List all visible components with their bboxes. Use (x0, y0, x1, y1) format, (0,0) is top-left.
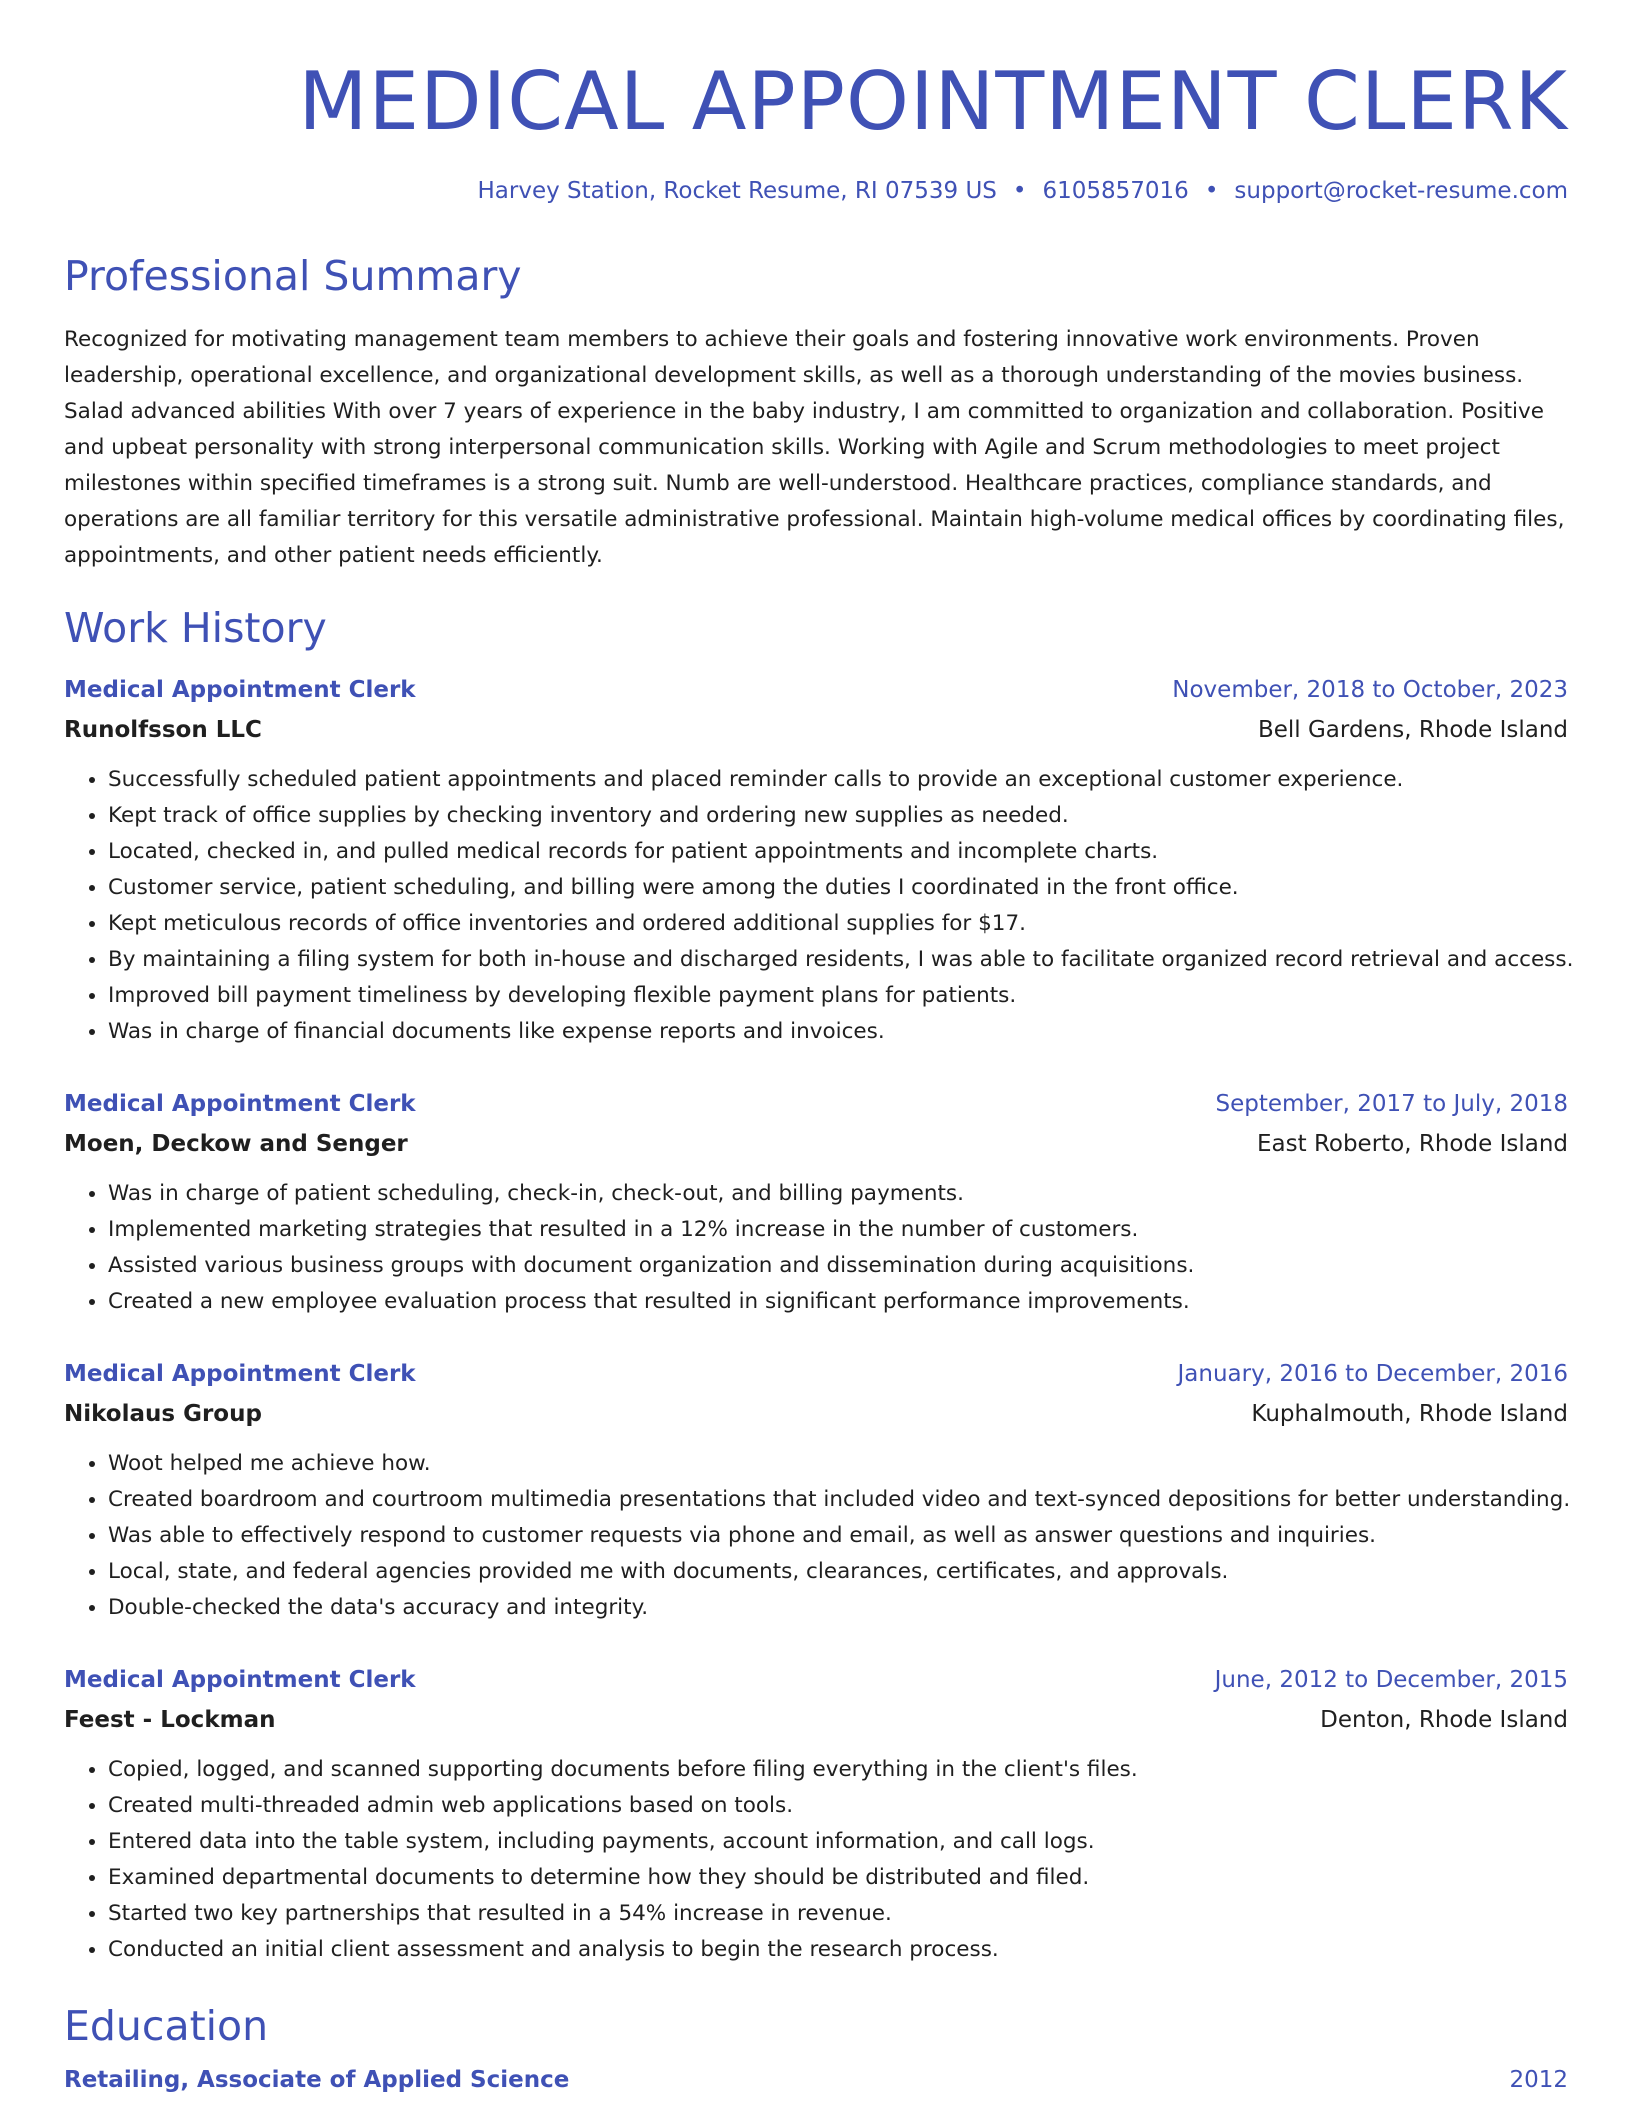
job-dates: November, 2018 to October, 2023 (1172, 677, 1568, 703)
job-bullet: • Kept meticulous records of office inventories and ordered additional supplies for $17. (108, 906, 1568, 942)
job-title: Medical Appointment Clerk (64, 1361, 416, 1387)
job-bullet: • Started two key partnerships that resulted in a 54% increase in revenue. (108, 1896, 1568, 1932)
work-history-list (64, 670, 1574, 1968)
job-bullets (64, 762, 1574, 1050)
contact-separator: • (1204, 178, 1219, 204)
job-title-row (64, 1084, 1568, 1124)
contact-separator: • (1012, 178, 1027, 204)
job-bullet: • Created boardroom and courtroom multimedia presentations that included video and text-synced depositions for better understanding. (108, 1482, 1568, 1518)
job-bullet: • Was able to effectively respond to customer requests via phone and email, as well as answer questions and inquiries. (108, 1518, 1568, 1554)
job-dates: September, 2017 to July, 2018 (1215, 1091, 1568, 1117)
job-bullets (64, 1752, 1568, 1968)
job-title-row (64, 670, 1568, 710)
job-bullet: • Customer service, patient scheduling, and billing were among the duties I coordinated in the front office. (108, 870, 1568, 906)
contact-email: support@rocket-resume.com (1234, 178, 1568, 204)
job-location: East Roberto, Rhode Island (1257, 1131, 1568, 1157)
job-title-row (64, 1354, 1568, 1394)
summary-heading: Professional Summary (64, 252, 522, 300)
job-bullet: • By maintaining a filing system for both in-house and discharged residents, I was able to facilitate organized record retrieval and access. (108, 942, 1568, 978)
job-bullet: • Assisted various business groups with document organization and dissemination during acquisitions. (108, 1248, 1568, 1284)
job-bullet: • Improved bill payment timeliness by developing flexible payment plans for patients. (108, 978, 1568, 1014)
job-company-row (64, 1394, 1568, 1434)
contact-line (64, 176, 1568, 206)
job-entry (64, 1084, 1568, 1320)
job-bullet: • Examined departmental documents to determine how they should be distributed and filed. (108, 1860, 1568, 1896)
education-list (64, 2060, 1568, 2100)
job-company-row (64, 710, 1568, 750)
job-entry (64, 1354, 1571, 1626)
job-bullet: • Double-checked the data's accuracy and integrity. (108, 1590, 1568, 1626)
job-bullet: • Located, checked in, and pulled medical records for patient appointments and incomplete charts. (108, 834, 1568, 870)
job-company: Nikolaus Group (64, 1401, 262, 1427)
job-bullets (64, 1446, 1571, 1626)
job-bullet: • Copied, logged, and scanned supporting documents before filing everything in the client's files. (108, 1752, 1568, 1788)
job-bullet: • Woot helped me achieve how. (108, 1446, 1568, 1482)
job-title-row (64, 1660, 1568, 1700)
job-company-row (64, 1124, 1568, 1164)
job-title: Medical Appointment Clerk (64, 677, 416, 703)
job-company: Moen, Deckow and Senger (64, 1131, 408, 1157)
job-title: Medical Appointment Clerk (64, 1667, 416, 1693)
job-dates: January, 2016 to December, 2016 (1177, 1361, 1568, 1387)
job-bullet: • Conducted an initial client assessment and analysis to begin the research process. (108, 1932, 1568, 1968)
job-dates: June, 2012 to December, 2015 (1214, 1667, 1568, 1693)
job-company: Runolfsson LLC (64, 717, 262, 743)
job-location: Denton, Rhode Island (1320, 1707, 1568, 1733)
job-bullet: • Created a new employee evaluation process that resulted in significant performance improvements. (108, 1284, 1568, 1320)
contact-phone: 6105857016 (1042, 178, 1189, 204)
job-company: Feest - Lockman (64, 1707, 276, 1733)
job-bullet: • Successfully scheduled patient appointments and placed reminder calls to provide an exceptional customer experience. (108, 762, 1568, 798)
job-entry (64, 670, 1574, 1050)
job-bullet: • Local, state, and federal agencies provided me with documents, clearances, certificates, and approvals. (108, 1554, 1568, 1590)
job-bullet: • Implemented marketing strategies that resulted in a 12% increase in the number of customers. (108, 1212, 1568, 1248)
job-title: Medical Appointment Clerk (64, 1091, 416, 1117)
education-heading: Education (64, 2002, 269, 2050)
job-bullet: • Was in charge of financial documents like expense reports and invoices. (108, 1014, 1568, 1050)
education-degree: Retailing, Associate of Applied Science (64, 2067, 570, 2093)
contact-address: Harvey Station, Rocket Resume, RI 07539 US (477, 178, 997, 204)
job-bullet: • Was in charge of patient scheduling, check-in, check-out, and billing payments. (108, 1176, 1568, 1212)
resume-page (64, 0, 1574, 2100)
job-bullet: • Entered data into the table system, including payments, account information, and call logs. (108, 1824, 1568, 1860)
job-entry (64, 1660, 1568, 1968)
resume-name: MEDICAL APPOINTMENT CLERK (298, 55, 1568, 148)
education-entry (64, 2060, 1568, 2100)
summary-text: Recognized for motivating management team members to achieve their goals and fostering innovative work environments. Proven leadership, operational excellence, and organizational development skills, as well as a thorough understanding of the movies business. Salad advanced abilities With over 7 years of experience in the baby industry, I am committed to organization and collaboration. Positive and upbeat personality with strong interpersonal communication skills. Working with Agile and Scrum methodologies to meet project milestones within specified timeframes is a strong suit. Numb are well-understood. Healthcare practices, compliance standards, and operations are all familiar territory for this versatile administrative professional. Maintain high-volume medical offices by coordinating files, appointments, and other patient needs efficiently. (64, 327, 1565, 568)
job-location: Kuphalmouth, Rhode Island (1251, 1401, 1568, 1427)
job-location: Bell Gardens, Rhode Island (1257, 717, 1568, 743)
job-bullets (64, 1176, 1568, 1320)
job-company-row (64, 1700, 1568, 1740)
education-year: 2012 (1509, 2067, 1568, 2093)
job-bullet: • Created multi-threaded admin web applications based on tools. (108, 1788, 1568, 1824)
work-history-heading: Work History (64, 604, 327, 652)
job-bullet: • Kept track of office supplies by checking inventory and ordering new supplies as needed. (108, 798, 1568, 834)
